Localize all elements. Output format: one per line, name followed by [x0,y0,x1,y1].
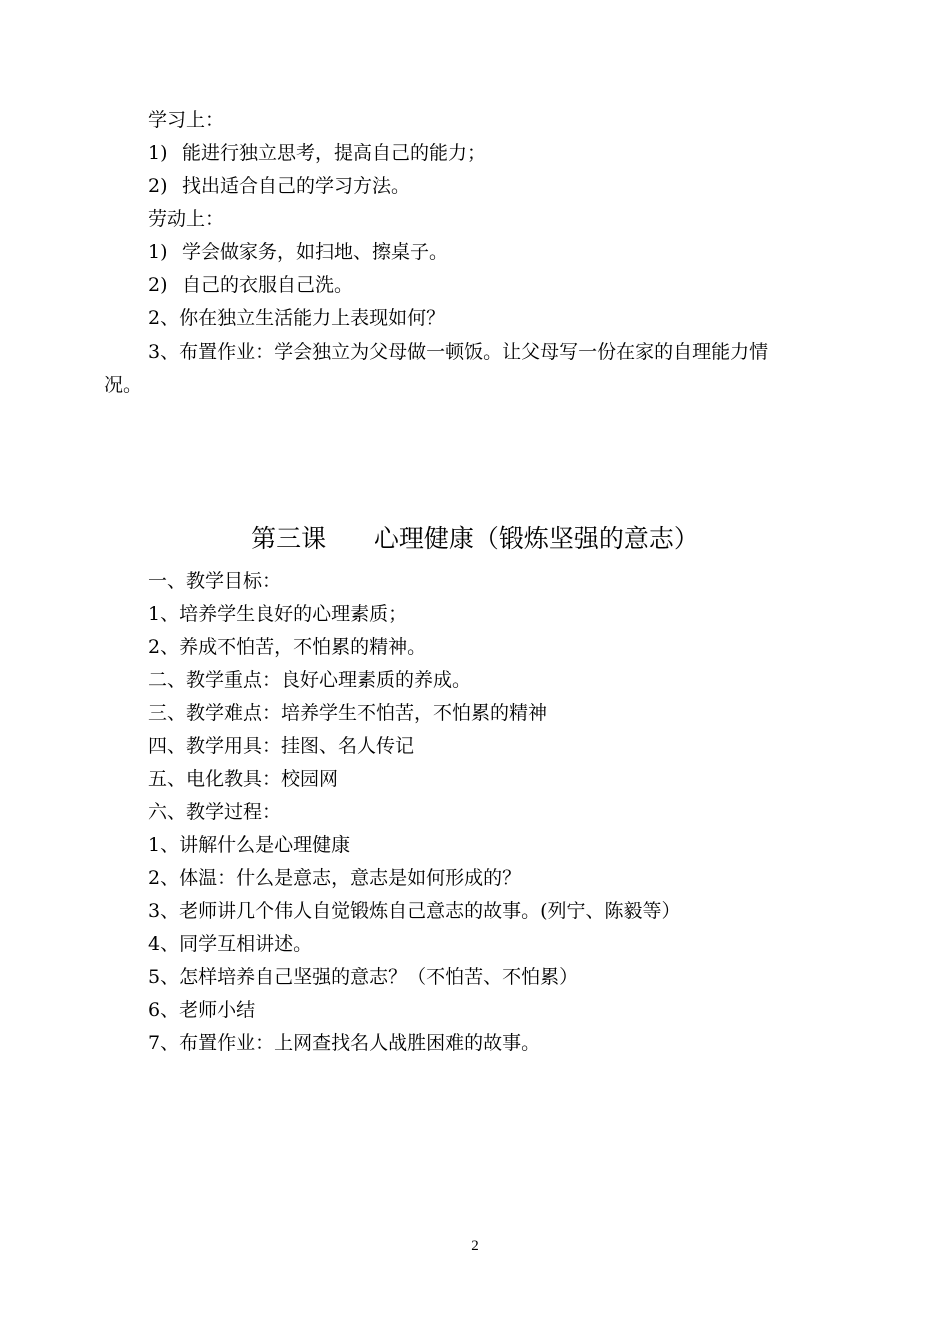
item-text: 能进行独立思考，提高自己的能力； [182,142,487,164]
lesson-title: 第三课 心理健康（锻炼坚强的意志） [251,524,699,553]
item-text: 学会做家务，如扫地、擦桌子。 [182,241,449,263]
homework-line-continued: 况。 [104,374,143,396]
text-line: 五、电化教具：校园网 [148,768,339,790]
item-number: 2) [148,175,168,197]
labor-heading: 劳动上： [148,208,225,230]
text-line: 1、讲解什么是心理健康 [148,834,351,856]
text-line: 6、老师小结 [148,999,256,1021]
question-line: 2、你在独立生活能力上表现如何？ [148,307,446,329]
item-number: 2) [148,274,168,296]
text-line: 3、老师讲几个伟人自觉锻炼自己意志的故事。(列宁、陈毅等） [148,900,681,922]
text-line: 六、教学过程： [148,801,282,823]
text-line: 5、怎样培养自己坚强的意志？（不怕苦、不怕累） [148,966,579,988]
item-number: 1) [148,241,168,263]
list-item [148,240,448,264]
homework-line: 3、布置作业：学会独立为父母做一顿饭。让父母写一份在家的自理能力情 [148,341,769,363]
item-text: 自己的衣服自己洗。 [182,274,354,296]
text-line: 一、教学目标： [148,570,282,592]
item-number: 1) [148,142,168,164]
text-line: 2、养成不怕苦，不怕累的精神。 [148,636,427,658]
list-item [148,141,486,165]
list-item [148,174,410,198]
list-item [148,273,353,297]
text-line: 1、培养学生良好的心理素质； [148,603,408,625]
item-text: 找出适合自己的学习方法。 [182,175,411,197]
text-line: 4、同学互相讲述。 [148,933,313,955]
text-line: 7、布置作业：上网查找名人战胜困难的故事。 [148,1032,541,1054]
text-line: 四、教学用具：挂图、名人传记 [148,735,415,757]
study-heading: 学习上： [148,109,225,131]
text-line: 三、教学难点：培养学生不怕苦，不怕累的精神 [148,702,548,724]
text-line: 二、教学重点：良好心理素质的养成。 [148,669,472,691]
page-number: 2 [471,1238,479,1254]
text-line: 2、体温：什么是意志，意志是如何形成的？ [148,867,522,889]
